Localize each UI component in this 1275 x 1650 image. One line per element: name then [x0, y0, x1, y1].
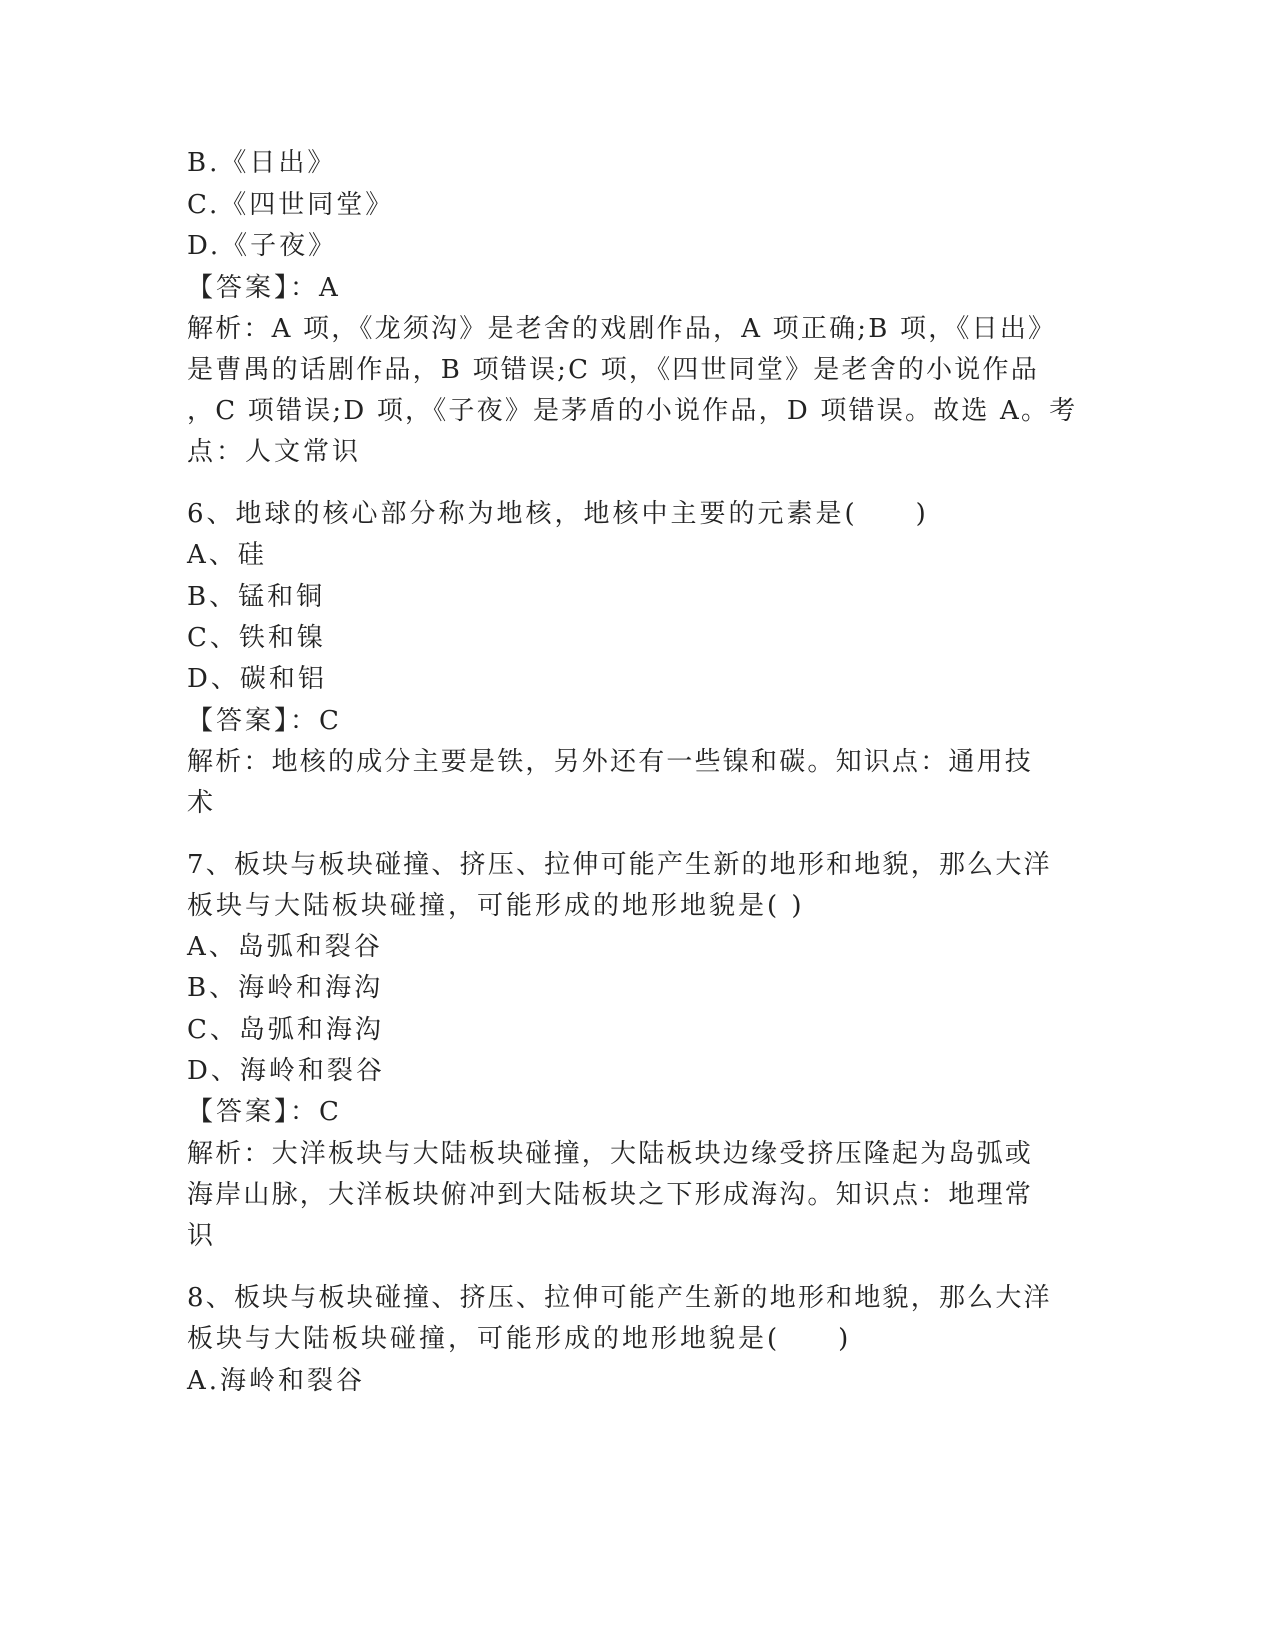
q6-option-a: A、硅	[187, 540, 267, 570]
q7-question-line-1: 7、板块与板块碰撞、挤压、拉伸可能产生新的地形和地貌，那么大洋	[187, 850, 1052, 880]
q5-option-d: D.《子夜》	[187, 231, 338, 261]
q8-option-a: A.海岭和裂谷	[187, 1366, 366, 1396]
q7-answer: 【答案】：C	[187, 1097, 342, 1127]
q6-option-b: B、锰和铜	[187, 582, 326, 612]
q7-option-b: B、海岭和海沟	[187, 973, 384, 1003]
q7-analysis-line-1: 解析：大洋板块与大陆板块碰撞，大陆板块边缘受挤压隆起为岛弧或	[187, 1139, 1034, 1169]
q5-analysis-line-1: 解析：A 项，《龙须沟》是老舍的戏剧作品，A 项正确;B 项，《日出》	[187, 314, 1057, 344]
q7-question-line-2: 板块与大陆板块碰撞，可能形成的地形地貌是( )	[187, 891, 805, 921]
q7-option-d: D、海岭和裂谷	[187, 1056, 385, 1086]
q6-option-c: C、铁和镍	[187, 623, 326, 653]
q5-answer: 【答案】：A	[187, 273, 341, 303]
q7-option-c: C、岛弧和海沟	[187, 1015, 384, 1045]
q6-analysis-line-2: 术	[187, 788, 217, 818]
q6-answer: 【答案】：C	[187, 706, 342, 736]
q5-option-c: C.《四世同堂》	[187, 190, 395, 220]
q8-question-line-2: 板块与大陆板块碰撞，可能形成的地形地貌是( )	[187, 1324, 852, 1354]
q5-option-b: B.《日出》	[187, 148, 337, 178]
q5-analysis-line-3: ，C 项错误;D 项，《子夜》是茅盾的小说作品，D 项错误。故选 A。考	[187, 396, 1078, 426]
q8-question-line-1: 8、板块与板块碰撞、挤压、拉伸可能产生新的地形和地貌，那么大洋	[187, 1283, 1052, 1313]
q5-analysis-line-2: 是曹禺的话剧作品，B 项错误;C 项，《四世同堂》是老舍的小说作品	[187, 355, 1039, 385]
q6-option-d: D、碳和铝	[187, 664, 327, 694]
q6-question: 6、地球的核心部分称为地核，地核中主要的元素是( )	[187, 499, 929, 529]
q7-analysis-line-2: 海岸山脉，大洋板块俯冲到大陆板块之下形成海沟。知识点：地理常	[187, 1180, 1034, 1210]
q5-analysis-line-4: 点：人文常识	[187, 437, 362, 467]
q7-analysis-line-3: 识	[187, 1221, 217, 1251]
q7-option-a: A、岛弧和裂谷	[187, 932, 383, 962]
q6-analysis-line-1: 解析：地核的成分主要是铁，另外还有一些镍和碳。知识点：通用技	[187, 747, 1034, 777]
